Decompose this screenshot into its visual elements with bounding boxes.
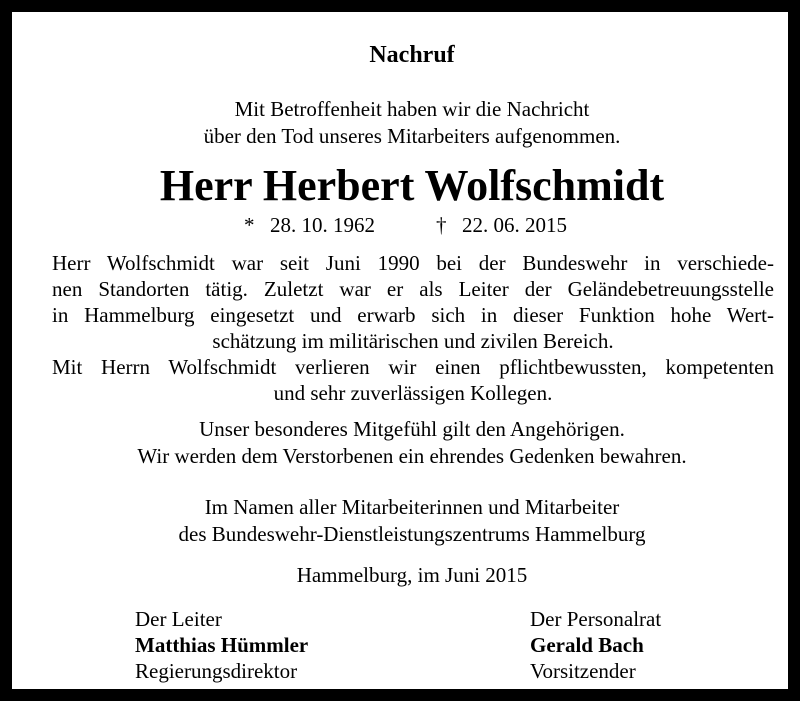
signatory-role: Der Leiter [135, 607, 222, 631]
condolence-line-2: Wir werden dem Verstorbenen ein ehrendes Gedenken bewahren. [137, 444, 687, 468]
signatory-right [530, 606, 661, 684]
signatory-name: Matthias Hümmler [135, 633, 309, 657]
place-and-date: Hammelburg, im Juni 2015 [296, 563, 528, 587]
deceased-name: Herr Herbert Wolfschmidt [159, 161, 665, 210]
notice-title: Nachruf [369, 42, 455, 68]
organization-text [12, 494, 800, 548]
biography-line-4: schätzung im militärischen und zivilen Bereich. [212, 329, 614, 353]
organization-line-1: Im Namen aller Mitarbeiterinnen und Mitarbeiter [204, 495, 620, 519]
signatory-title: Regierungsdirektor [135, 659, 298, 683]
biography-line-2: nen Standorten tätig. Zuletzt war er als Leiter der Geländebetreuungsstelle [52, 277, 774, 301]
signatory-role: Der Personalrat [530, 607, 662, 631]
biography-text [52, 250, 774, 406]
death-cross-icon: † [436, 213, 447, 237]
intro-line-1: Mit Betroffenheit haben wir die Nachricht [234, 97, 590, 121]
signatory-left [135, 606, 308, 684]
death-date: 22. 06. 2015 [462, 213, 567, 237]
death-date-block [436, 212, 567, 238]
signatory-name: Gerald Bach [530, 633, 644, 657]
intro-line-2: über den Tod unseres Mitarbeiters aufgenommen. [203, 124, 621, 148]
condolence-text [12, 416, 800, 470]
signatory-title: Vorsitzender [530, 659, 636, 683]
biography-line-6: und sehr zuverlässigen Kollegen. [273, 381, 553, 405]
birth-star-icon: * [244, 213, 255, 237]
organization-line-2: des Bundeswehr-Dienstleistungszentrums Hammelburg [178, 522, 646, 546]
intro-text [12, 96, 800, 150]
biography-line-1: Herr Wolfschmidt war seit Juni 1990 bei der Bundeswehr in verschiede- [52, 251, 774, 275]
condolence-line-1: Unser besonderes Mitgefühl gilt den Angehörigen. [199, 417, 625, 441]
biography-line-3: in Hammelburg eingesetzt und erwarb sich in dieser Funktion hohe Wert- [52, 303, 774, 327]
biography-line-5: Mit Herrn Wolfschmidt verlieren wir einen pflichtbewussten, kompetenten [52, 355, 774, 379]
birth-date-block [244, 212, 375, 238]
birth-date: 28. 10. 1962 [270, 213, 375, 237]
